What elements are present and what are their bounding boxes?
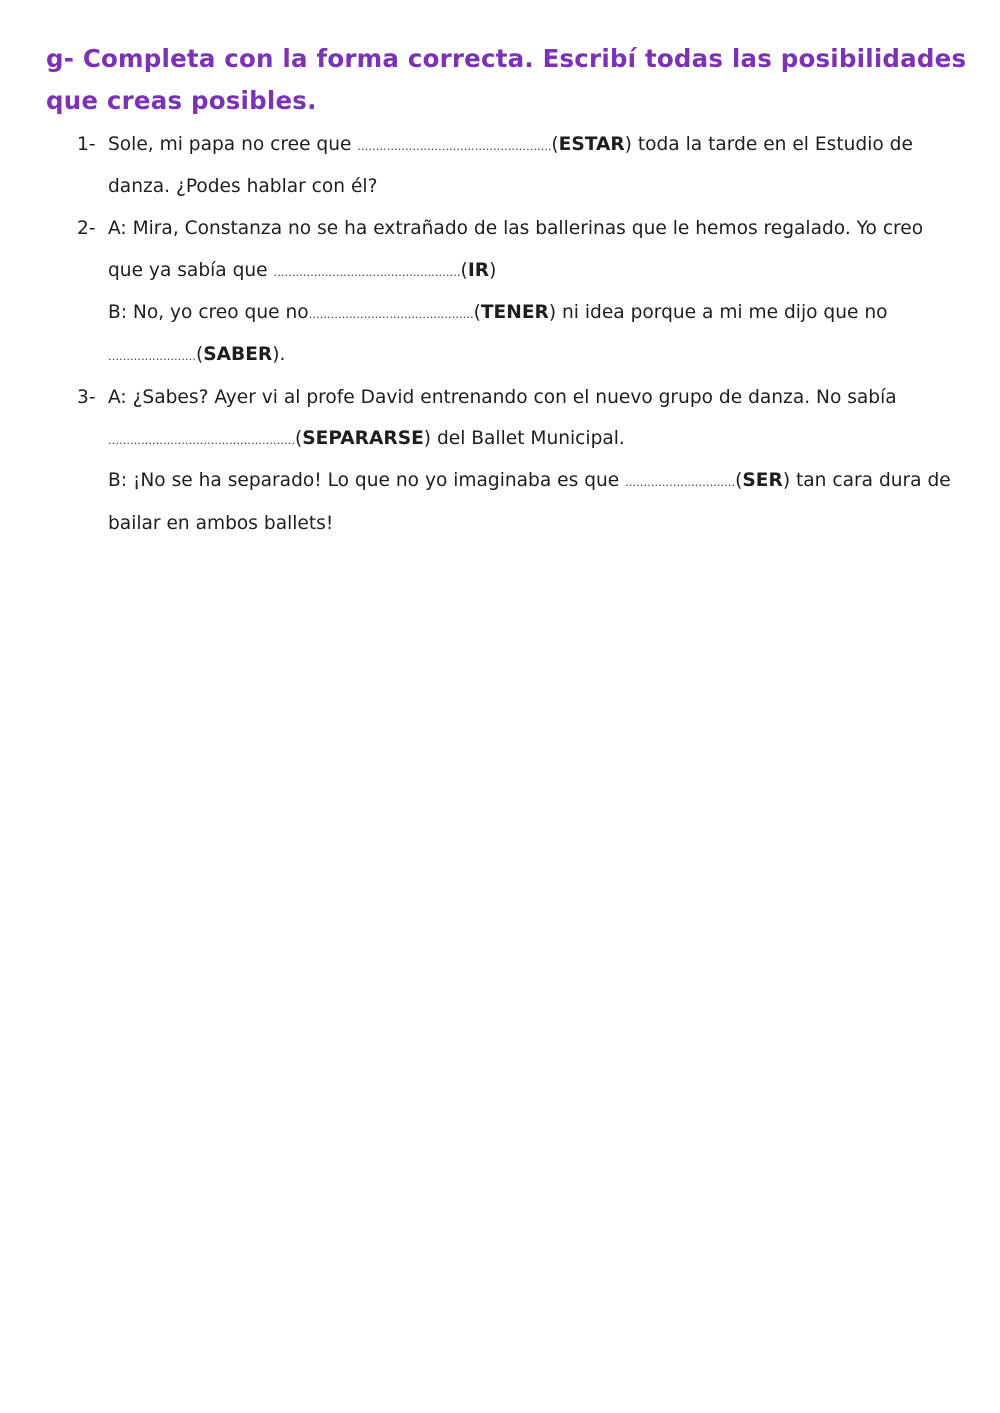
item-2-line-3: B: No, yo creo que no………………………………………(TENER) ni idea porque a mi me dijo que no: [108, 302, 888, 323]
text-segment: ): [489, 260, 497, 281]
item-3-line-3: B: ¡No se ha separado! Lo que no yo imaginaba es que …………………………(SER) tan cara dura de: [108, 470, 951, 491]
item-number-3: 3-: [77, 387, 96, 408]
item-3-line-2: ……………………………………………(SEPARARSE) del Ballet Municipal.: [108, 428, 625, 449]
verb-prompt: SER: [742, 470, 783, 491]
text-segment: B: ¡No se ha separado! Lo que no yo imaginaba es que: [108, 470, 626, 491]
text-segment: B: No, yo creo que no: [108, 302, 309, 323]
verb-prompt: SABER: [203, 344, 273, 365]
verb-prompt: IR: [467, 260, 490, 281]
answer-blank[interactable]: …………………………: [625, 476, 736, 489]
item-2-line-1: A: Mira, Constanza no se ha extrañado de las ballerinas que le hemos regalado. Yo creo: [108, 218, 924, 239]
item-number-1: 1-: [77, 134, 96, 155]
text-segment: ) ni idea porque a mi me dijo que no: [548, 302, 888, 323]
answer-blank[interactable]: ……………………: [108, 350, 196, 363]
verb-prompt: SEPARARSE: [302, 428, 424, 449]
item-2-line-4: ……………………(SABER).: [108, 344, 286, 365]
text-segment: que ya sabía que: [108, 260, 274, 281]
text-segment: Sole, mi papa no cree que: [108, 134, 358, 155]
answer-blank[interactable]: ……………………………………………: [108, 434, 295, 447]
verb-prompt: TENER: [480, 302, 549, 323]
answer-blank[interactable]: ……………………………………………: [273, 266, 461, 279]
item-1-line-1: Sole, mi papa no cree que ……………………………………………..(ESTAR) toda la tarde en el Estudio de: [108, 134, 913, 155]
exercise-heading: [46, 38, 967, 122]
item-3-line-4: bailar en ambos ballets!: [108, 513, 334, 534]
heading-line-1: g- Completa con la forma correcta. Escribí todas las posibilidades: [46, 44, 967, 73]
item-2-line-2: que ya sabía que ……………………………………………(IR): [108, 260, 497, 281]
item-3-line-1: A: ¿Sabes? Ayer vi al profe David entrenando con el nuevo grupo de danza. No sabía: [108, 387, 897, 408]
answer-blank[interactable]: ……………………………………………..: [357, 140, 552, 153]
text-segment: ) toda la tarde en el Estudio de: [624, 134, 913, 155]
text-segment: ) del Ballet Municipal.: [423, 428, 625, 449]
text-segment: ) tan cara dura de: [782, 470, 951, 491]
item-1-line-2: danza. ¿Podes hablar con él?: [108, 176, 378, 197]
item-number-2: 2-: [77, 218, 96, 239]
answer-blank[interactable]: ………………………………………: [308, 308, 474, 321]
heading-line-2: que creas posibles.: [46, 86, 317, 115]
verb-prompt: ESTAR: [558, 134, 625, 155]
text-segment: ).: [272, 344, 286, 365]
